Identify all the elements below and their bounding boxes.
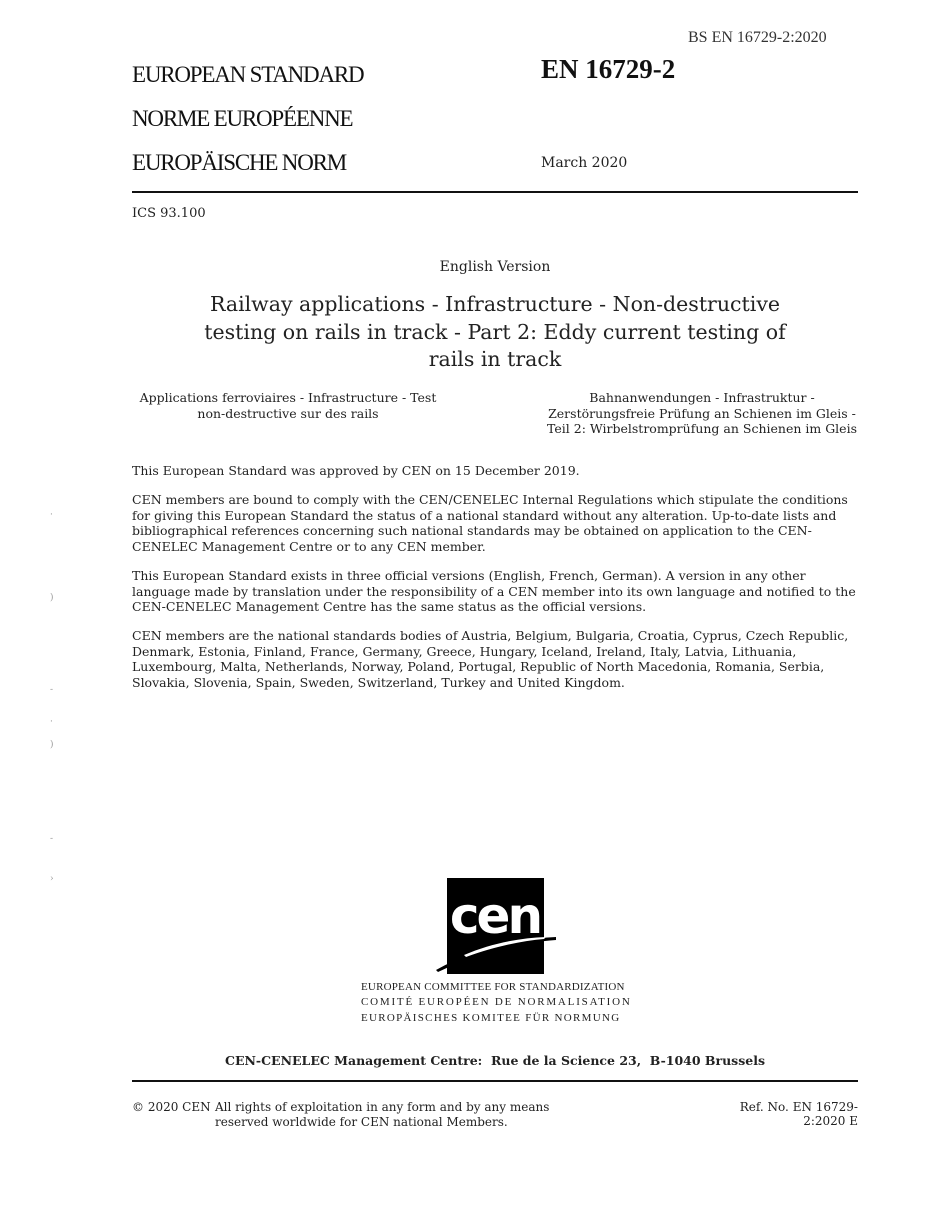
cen-logo	[434, 877, 558, 981]
scan-mark: )	[50, 593, 54, 603]
scan-mark: ›	[50, 874, 54, 884]
publication-date: March 2020	[541, 155, 628, 171]
approval-paragraph: This European Standard was approved by CEN on 15 December 2019.	[132, 463, 580, 478]
scan-mark: ·	[50, 717, 53, 727]
top-reference: BS EN 16729-2:2020	[688, 29, 827, 46]
organization-name-german: EUROPÄISCHES KOMITEE FÜR NORMUNG	[361, 1012, 621, 1024]
standard-label-french: NORME EUROPÉENNE	[132, 106, 353, 131]
cen-logo-text: cen	[449, 887, 541, 945]
members-paragraph: CEN members are the national standards bodies of Austria, Belgium, Bulgaria, Croatia, Cyprus, Czech Republic, Denmark, Estonia, Finland, France, Germany, Greece, Hungary, Iceland, Ireland, Italy, Latvia, Lithuania, Luxembourg, Malta, Netherlands, Norway, Poland, Portugal, Republic of North Macedonia, Romania, Serbia, Slovakia, Slovenia, Spain, Sweden, Switzerland, Turkey and United Kingdom.	[132, 628, 849, 690]
ics-code: ICS 93.100	[132, 206, 206, 221]
versions-paragraph: This European Standard exists in three official versions (English, French, German). A version in any other language made by translation under the responsibility of a CEN member into its own language and notified to the CEN-CENELEC Management Centre has the same status as the official versions.	[132, 568, 856, 614]
document-title: Railway applications - Infrastructure - Non-destructive testing on rails in track - Part 2: Eddy current testing of rails in track	[204, 292, 786, 371]
scan-mark: -	[50, 685, 54, 695]
scan-mark: ·	[50, 510, 53, 520]
standard-label-english: EUROPEAN STANDARD	[132, 62, 364, 87]
document-number: EN 16729-2	[541, 54, 676, 84]
footer-divider	[132, 1080, 858, 1082]
organization-name-french: COMITÉ EUROPÉEN DE NORMALISATION	[361, 996, 632, 1008]
scan-mark: -	[50, 834, 54, 844]
standard-label-german: EUROPÄISCHE NORM	[132, 150, 347, 175]
organization-name-english: EUROPEAN COMMITTEE FOR STANDARDIZATION	[361, 981, 625, 993]
rights-statement: All rights of exploitation in any form and by any means reserved worldwide for CEN national Members.	[215, 1100, 550, 1129]
management-centre-address: CEN-CENELEC Management Centre: Rue de la Science 23, B-1040 Brussels	[225, 1053, 765, 1068]
french-title: Applications ferroviaires - Infrastructure - Test non-destructive sur des rails	[139, 390, 437, 421]
scan-mark: )	[50, 740, 54, 750]
copyright-notice: © 2020 CEN	[132, 1100, 211, 1114]
version-label: English Version	[439, 259, 551, 275]
german-title: Bahnanwendungen - Infrastruktur - Zerstörungsfreie Prüfung an Schienen im Gleis - Teil 2: Wirbelstromprüfung an Schienen im Gleis	[547, 390, 857, 436]
header-divider	[132, 191, 858, 193]
compliance-paragraph: CEN members are bound to comply with the CEN/CENELEC Internal Regulations which stipulate the conditions for giving this European Standard the status of a national standard without any alteration. Up-to-date lists and bibliographical references concerning such national standards may be obtained on application to the CEN-CENELEC Management Centre or to any CEN member.	[132, 492, 848, 554]
reference-number: Ref. No. EN 16729-2:2020 E	[739, 1100, 858, 1128]
